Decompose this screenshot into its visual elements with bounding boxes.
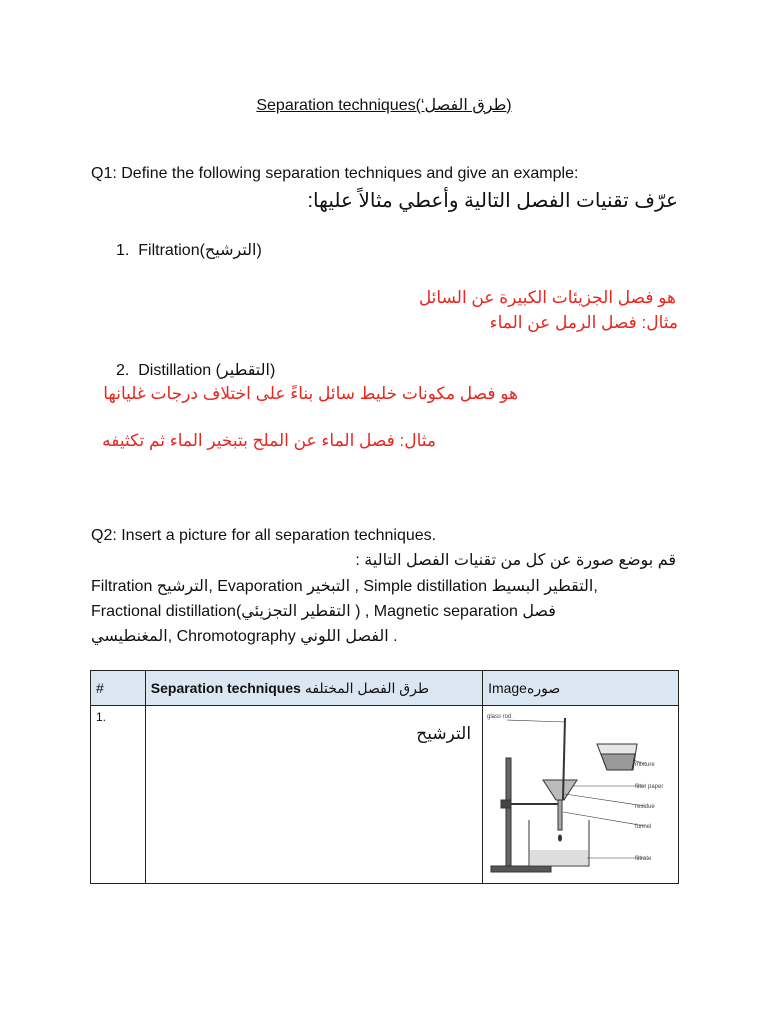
q2-techniques-line: المغنطيسي, Chromotography الفصل اللوني . — [91, 628, 398, 645]
label-glass-rod: glass rod — [487, 714, 512, 720]
filtration-diagram — [485, 708, 665, 878]
item-label: Distillation (التقطير) — [138, 362, 276, 379]
header-technique-en: Separation techniques — [150, 679, 301, 696]
row-image — [483, 706, 679, 884]
label-filtrate: filtrate — [635, 856, 652, 862]
separation-table — [90, 670, 679, 884]
answer-example: مثال: فصل الرمل عن الماء — [489, 313, 678, 332]
list-item-filtration — [116, 240, 262, 260]
table-row — [91, 706, 679, 884]
answer-definition: هو فصل مكونات خليط سائل بناءً على اختلاف درجات غليانها — [103, 384, 518, 403]
technique-name: الترشيح — [416, 724, 472, 743]
mixture-liquid — [601, 754, 635, 770]
funnel-stem — [558, 800, 562, 830]
q2-english: Q2: Insert a picture for all separation techniques. — [91, 527, 437, 544]
answer-example: مثال: فصل الماء عن الملح بتبخير الماء ثم تكثيفه — [102, 431, 436, 450]
stand-base — [491, 866, 551, 872]
label-residue: residue — [635, 804, 655, 810]
drop — [559, 835, 562, 841]
label-filter-paper: filter paper — [635, 784, 664, 790]
funnel — [543, 780, 577, 800]
q1-arabic: عرّف تقنيات الفصل التالية وأعطي مثالاً عليها: — [307, 190, 678, 212]
filtrate-liquid — [530, 850, 588, 865]
answer-definition: هو فصل الجزيئات الكبيرة عن السائل — [418, 288, 676, 307]
header-image: Imageصوره — [483, 671, 679, 706]
page-title: Separation techniques(‘طرق الفصل) — [256, 97, 512, 114]
header-technique-ar: طرق الفصل المختلفه — [304, 679, 430, 696]
row-technique — [145, 706, 482, 884]
item-number: 2. — [116, 362, 130, 379]
stand-rod — [506, 758, 511, 866]
item-label: Filtration(الترشيح) — [138, 242, 262, 259]
row-number: 1. — [91, 706, 146, 884]
clamp-knob — [501, 800, 511, 808]
q2-arabic: قم بوضع صورة عن كل من تقنيات الفصل التالية : — [355, 552, 676, 569]
q2-techniques-line: Filtration الترشيح, Evaporation التبخير , Simple distillation التقطير البسيط, — [91, 578, 598, 595]
header-num: # — [91, 671, 146, 706]
list-item-distillation — [116, 360, 275, 380]
item-number: 1. — [116, 242, 130, 259]
q1-english: Q1: Define the following separation techniques and give an example: — [91, 165, 579, 182]
label-mixture: mixture — [635, 762, 655, 768]
header-technique — [145, 671, 482, 706]
q2-techniques-line: Fractional distillation(التقطير التجزيئي ) , Magnetic separation فصل — [91, 603, 556, 620]
label-funnel: funnel — [635, 824, 652, 830]
table-header-row — [91, 671, 679, 706]
